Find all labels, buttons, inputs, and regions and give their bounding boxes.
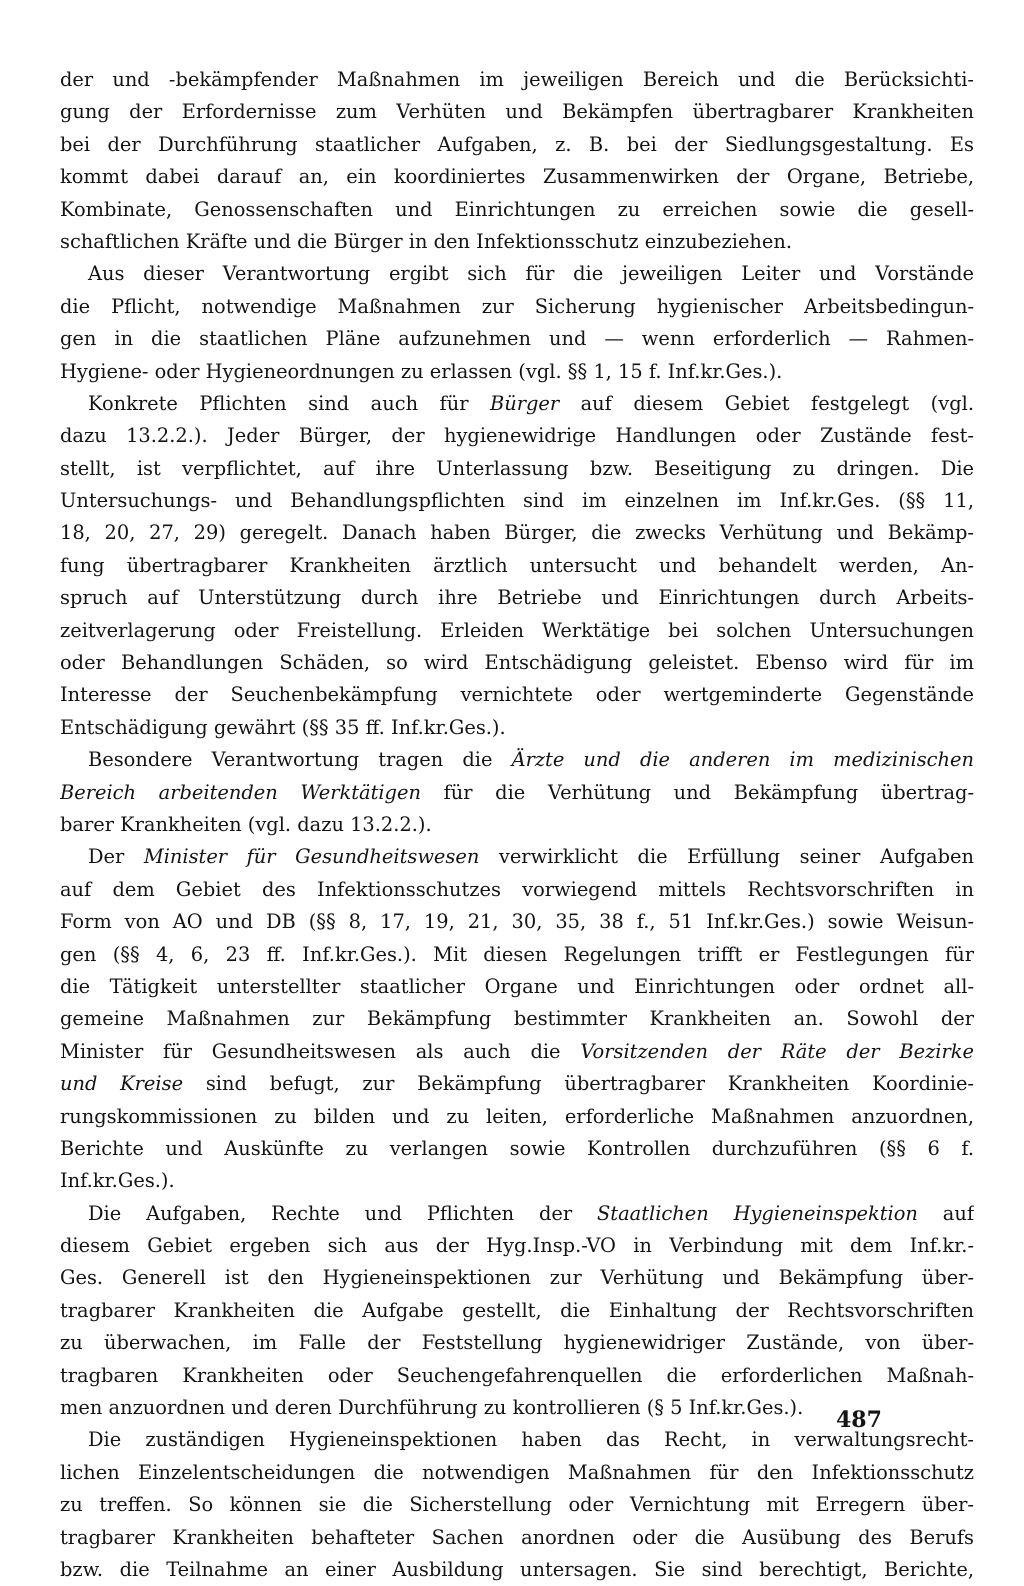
text-line: kommt dabei darauf an, ein koordiniertes Zusammenwirken der Organe, Betriebe, (60, 165, 974, 189)
text-line (60, 841, 974, 873)
text-line (60, 1036, 974, 1068)
text-segment: Besondere Verantwortung tragen die (88, 748, 512, 772)
text-line: Berichte und Auskünfte zu verlangen sowie Kontrollen durchzuführen (§§ 6 f. (60, 1136, 974, 1160)
text-line (60, 1198, 974, 1230)
body-text (60, 64, 974, 1586)
text-line: tragbarer Krankheiten behafteter Sachen anordnen oder die Ausübung des Berufs (60, 1525, 974, 1549)
text-line: der und -bekämpfender Maßnahmen im jeweiligen Bereich und die Berücksichti- (60, 68, 974, 91)
text-line: 18, 20, 27, 29) geregelt. Danach haben Bürger, die zwecks Verhütung und Bekämp- (60, 521, 974, 545)
text-line: gen (§§ 4, 6, 23 ff. Inf.kr.Ges.). Mit diesen Regelungen trifft er Festlegungen für (60, 942, 974, 966)
text-line: die Pflicht, notwendige Maßnahmen zur Sicherung hygienischer Arbeitsbedingun- (60, 294, 974, 318)
text-segment: Konkrete Pflichten sind auch für (88, 391, 490, 415)
text-line: Inf.kr.Ges.). (60, 1169, 175, 1193)
text-segment: Minister für Gesundheitswesen als auch die (60, 1039, 581, 1063)
text-line: Die zuständigen Hygieneinspektionen haben das Recht, in verwaltungsrecht- (88, 1428, 974, 1452)
text-line: schaftlichen Kräfte und die Bürger in den Infektionsschutz einzubeziehen. (60, 229, 793, 253)
italic-phrase: Bürger (489, 391, 560, 415)
text-line (60, 388, 974, 420)
text-line: Interesse der Seuchenbekämpfung vernichtete oder wertgeminderte Gegenstände (60, 683, 974, 707)
text-segment: sind befugt, zur Bekämpfung übertragbarer Krankheiten Koordinie- (183, 1072, 974, 1096)
text-line: fung übertragbarer Krankheiten ärztlich untersucht und behandelt werden, An- (60, 553, 974, 577)
text-line: zeitverlagerung oder Freistellung. Erleiden Werktätige bei solchen Untersuchungen (60, 618, 974, 642)
text-line (60, 744, 974, 776)
text-line: gemeine Maßnahmen zur Bekämpfung bestimmter Krankheiten an. Sowohl der (60, 1007, 974, 1031)
text-line (60, 1068, 974, 1100)
text-segment: auf diesem Gebiet festgelegt (vgl. (559, 391, 974, 415)
italic-phrase: und Kreise (60, 1072, 184, 1096)
text-line: rungskommissionen zu bilden und zu leiten, erforderliche Maßnahmen anzuordnen, (60, 1104, 974, 1128)
text-line: tragbarer Krankheiten die Aufgabe gestellt, die Einhaltung der Rechtsvorschriften (60, 1298, 974, 1322)
text-segment: für die Verhütung und Bekämpfung übertrag- (420, 780, 974, 804)
text-segment: verwirklicht die Erfüllung seiner Aufgaben (479, 845, 974, 869)
text-line: bei der Durchführung staatlicher Aufgaben, z. B. bei der Siedlungsgestaltung. Es (60, 132, 974, 156)
text-line: Ges. Generell ist den Hygieneinspektionen zur Verhütung und Bekämpfung über- (60, 1266, 974, 1290)
italic-phrase: Vorsitzenden der Räte der Bezirke (580, 1039, 974, 1063)
italic-phrase: Ärzte und die anderen im medizinischen (511, 748, 974, 772)
text-line: lichen Einzelentscheidungen die notwendigen Maßnahmen für den Infektionsschutz (60, 1460, 974, 1484)
italic-phrase: Staatlichen Hygieneinspektion (597, 1201, 918, 1225)
text-line: tragbaren Krankheiten oder Seuchengefahrenquellen die erforderlichen Maßnah- (60, 1363, 974, 1387)
text-line: dazu 13.2.2.). Jeder Bürger, der hygienewidrige Handlungen oder Zustände fest- (60, 424, 974, 448)
text-line: Untersuchungs- und Behandlungspflichten sind im einzelnen im Inf.kr.Ges. (§§ 11, (60, 489, 974, 513)
text-line: die Tätigkeit unterstellter staatlicher Organe und Einrichtungen oder ordnet all- (60, 974, 974, 998)
text-line: bzw. die Teilnahme an einer Ausbildung untersagen. Sie sind berechtigt, Berichte, (60, 1557, 974, 1581)
text-line: zu überwachen, im Falle der Feststellung hygienewidriger Zustände, von über- (60, 1331, 974, 1355)
page-number: 487 (836, 1407, 882, 1433)
text-line: gen in die staatlichen Pläne aufzunehmen und — wenn erforderlich — Rahmen- (60, 327, 974, 351)
text-line: Hygiene- oder Hygieneordnungen zu erlassen (vgl. §§ 1, 15 f. Inf.kr.Ges.). (60, 359, 783, 383)
text-line (60, 777, 974, 809)
text-line: barer Krankheiten (vgl. dazu 13.2.2.). (60, 812, 432, 836)
text-line: stellt, ist verpflichtet, auf ihre Unterlassung bzw. Beseitigung zu dringen. Die (60, 456, 974, 480)
text-line: spruch auf Unterstützung durch ihre Betriebe und Einrichtungen durch Arbeits- (60, 586, 974, 610)
italic-phrase: Bereich arbeitenden Werktätigen (60, 780, 421, 804)
text-line: men anzuordnen und deren Durchführung zu kontrollieren (§ 5 Inf.kr.Ges.). (60, 1396, 804, 1420)
text-line: auf dem Gebiet des Infektionsschutzes vorwiegend mittels Rechtsvorschriften in (60, 877, 974, 901)
text-line: diesem Gebiet ergeben sich aus der Hyg.Insp.-VO in Verbindung mit dem Inf.kr.- (60, 1234, 974, 1258)
text-segment: Der (88, 845, 144, 869)
text-line: oder Behandlungen Schäden, so wird Entschädigung geleistet. Ebenso wird für im (60, 651, 974, 675)
text-segment: Die Aufgaben, Rechte und Pflichten der (88, 1201, 598, 1225)
text-line: zu treffen. So können sie die Sicherstellung oder Vernichtung mit Erregern über- (60, 1493, 974, 1517)
text-line: gung der Erfordernisse zum Verhüten und Bekämpfen übertragbarer Krankheiten (60, 100, 974, 124)
text-line: Entschädigung gewährt (§§ 35 ff. Inf.kr.Ges.). (60, 715, 506, 739)
text-line: Form von AO und DB (§§ 8, 17, 19, 21, 30, 35, 38 f., 51 Inf.kr.Ges.) sowie Weisun- (60, 910, 974, 934)
italic-phrase: Minister für Gesundheitswesen (143, 845, 480, 869)
text-segment: auf (917, 1201, 974, 1225)
text-line: Aus dieser Verantwortung ergibt sich für die jeweiligen Leiter und Vorstände (88, 262, 974, 286)
text-line: Kombinate, Genossenschaften und Einrichtungen zu erreichen sowie die gesell- (60, 197, 974, 221)
